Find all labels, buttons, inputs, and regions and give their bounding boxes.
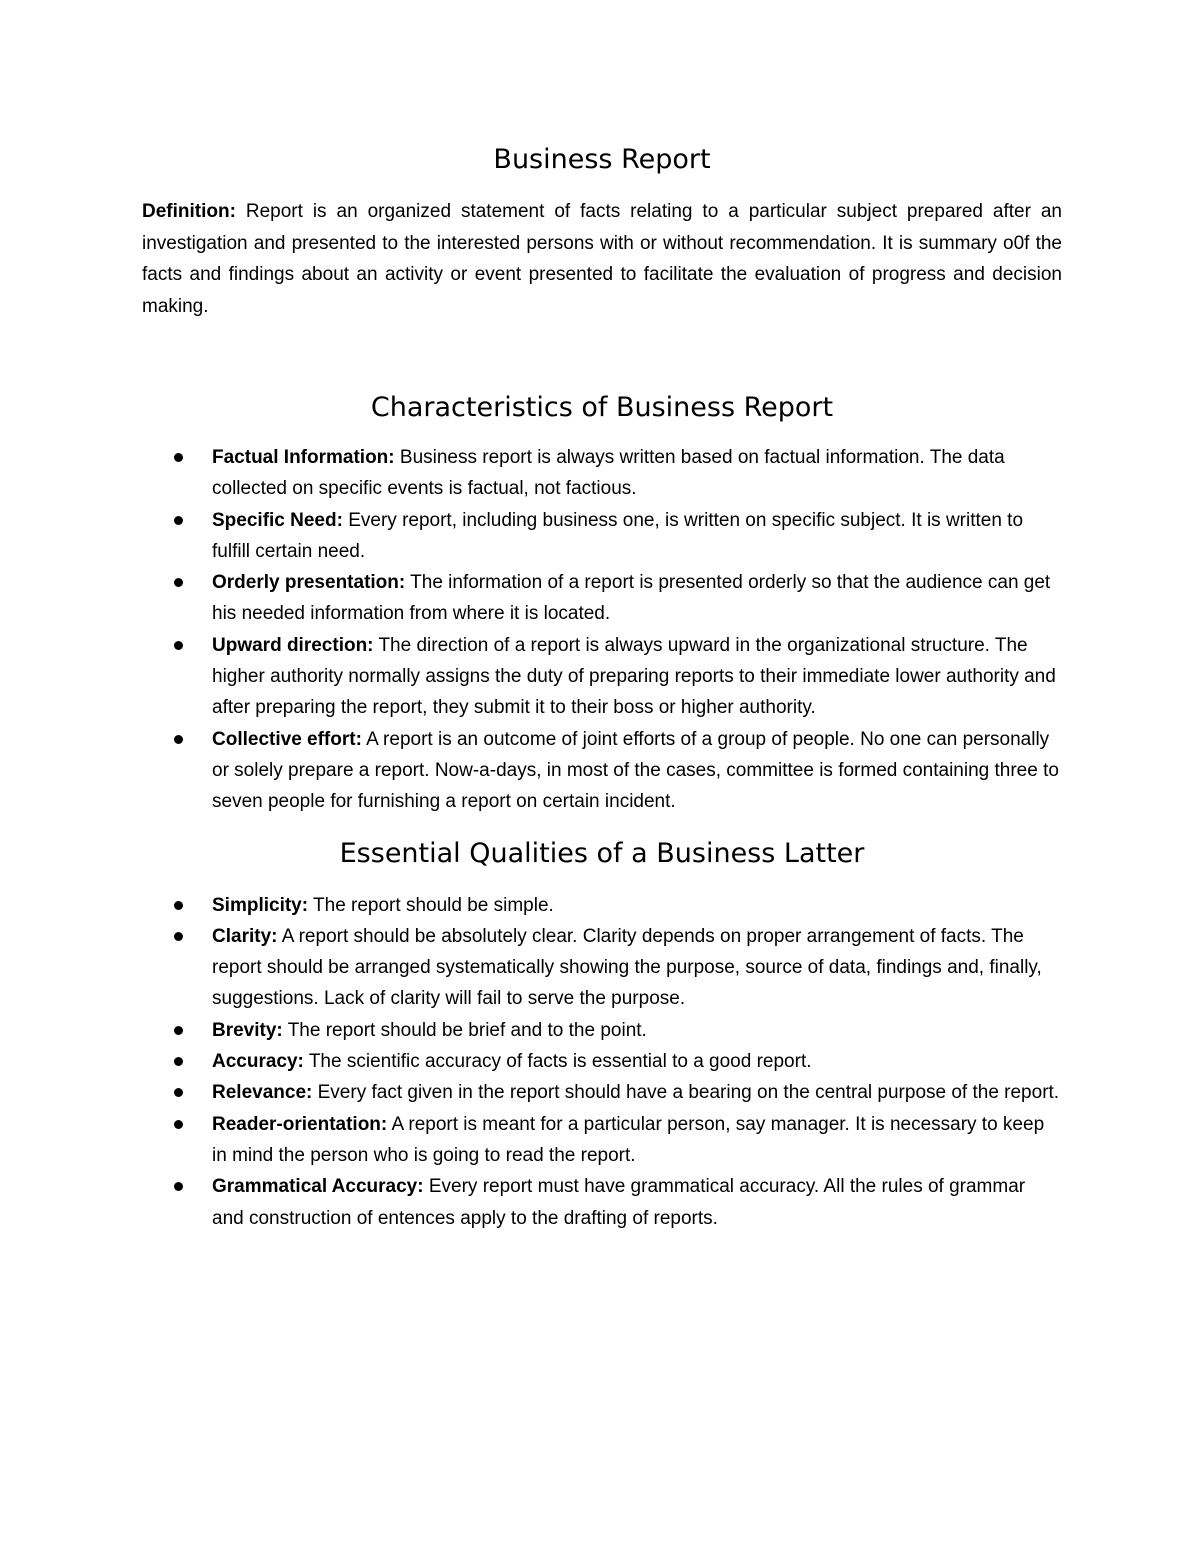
item-text: Every report must have grammatical accuracy. All the rules of grammar and construction of entences apply to the drafting of reports. (212, 1176, 1026, 1229)
item-label: Simplicity: (212, 894, 309, 916)
item-label: Relevance: (212, 1082, 313, 1104)
qualities-list (142, 890, 1062, 1234)
item-text: Every fact given in the report should have a bearing on the central purpose of the report. (317, 1082, 1060, 1104)
definition-label: Definition: (142, 201, 236, 222)
bullet-icon (174, 735, 183, 744)
bullet-icon (174, 1088, 183, 1097)
quality-item (142, 1046, 1062, 1077)
item-text: The information of a report is presented orderly so that the audience can get his needed information from where it is located. (212, 572, 1051, 625)
characteristics-heading: Characteristics of Business Report (370, 392, 834, 423)
item-text: A report should be absolutely clear. Clarity depends on proper arrangement of facts. The report should be arranged systematically showing the purpose, source of data, findings and, finally, suggestions. Lack of clarity will fail to serve the purpose. (212, 925, 1042, 1010)
bullet-icon (174, 453, 183, 462)
bullet-icon (174, 932, 183, 941)
item-text: A report is meant for a particular person, say manager. It is necessary to keep in mind the person who is going to read the report. (212, 1113, 1045, 1166)
bullet-icon (174, 578, 183, 587)
bullet-icon (174, 1120, 183, 1129)
item-label: Grammatical Accuracy: (212, 1176, 424, 1198)
item-label: Collective effort: (212, 728, 362, 750)
qualities-heading: Essential Qualities of a Business Latter (339, 837, 865, 869)
item-label: Factual Information: (212, 447, 395, 468)
characteristic-item (142, 442, 1062, 505)
item-label: Specific Need: (212, 509, 343, 531)
item-text: The report should be simple. (313, 894, 554, 916)
item-text: The report should be brief and to the point. (287, 1019, 647, 1041)
quality-item (142, 1109, 1062, 1172)
item-text: Every report, including business one, is written on specific subject. It is written to fulfill certain need. (212, 509, 1024, 562)
item-text: The scientific accuracy of facts is essential to a good report. (308, 1051, 812, 1073)
quality-item (142, 1015, 1062, 1046)
characteristic-item (142, 630, 1062, 724)
quality-item (142, 890, 1062, 921)
quality-item (142, 1077, 1062, 1108)
item-label: Clarity: (212, 925, 278, 947)
bullet-icon (174, 641, 183, 650)
page-title: Business Report (493, 144, 711, 175)
definition-text: Report is an organized statement of facts relating to a particular subject prepared after an investigation and presented to the interested persons with or without recommendation. It is summary o0f the facts and findings about an activity or event presented to facilitate the evaluation of progress and decision making. (142, 201, 1062, 317)
item-label: Reader-orientation: (212, 1113, 388, 1135)
bullet-icon (174, 1182, 183, 1191)
bullet-icon (174, 1057, 183, 1066)
characteristic-item (142, 724, 1062, 818)
item-label: Orderly presentation: (212, 572, 406, 594)
characteristic-item (142, 567, 1062, 630)
item-text: A report is an outcome of joint efforts of a group of people. No one can personally or solely prepare a report. Now-a-days, in most of the cases, committee is formed containing three to seven people for furnishing a report on certain incident. (212, 728, 1059, 813)
bullet-icon (174, 516, 183, 525)
item-label: Upward direction: (212, 634, 374, 656)
definition-paragraph (142, 196, 1062, 322)
characteristic-item (142, 505, 1062, 568)
item-text: Business report is always written based on factual information. The data collected on specific events is factual, not factious. (212, 447, 1005, 500)
item-label: Accuracy: (212, 1051, 304, 1073)
quality-item (142, 1171, 1062, 1234)
bullet-icon (174, 1026, 183, 1035)
bullet-icon (174, 901, 183, 910)
quality-item (142, 921, 1062, 1015)
item-text: The direction of a report is always upward in the organizational structure. The higher authority normally assigns the duty of preparing reports to their immediate lower authority and after preparing the report, they submit it to their boss or higher authority. (212, 634, 1056, 719)
item-label: Brevity: (212, 1019, 283, 1041)
characteristics-list (142, 442, 1062, 818)
document-page (142, 140, 1062, 1234)
